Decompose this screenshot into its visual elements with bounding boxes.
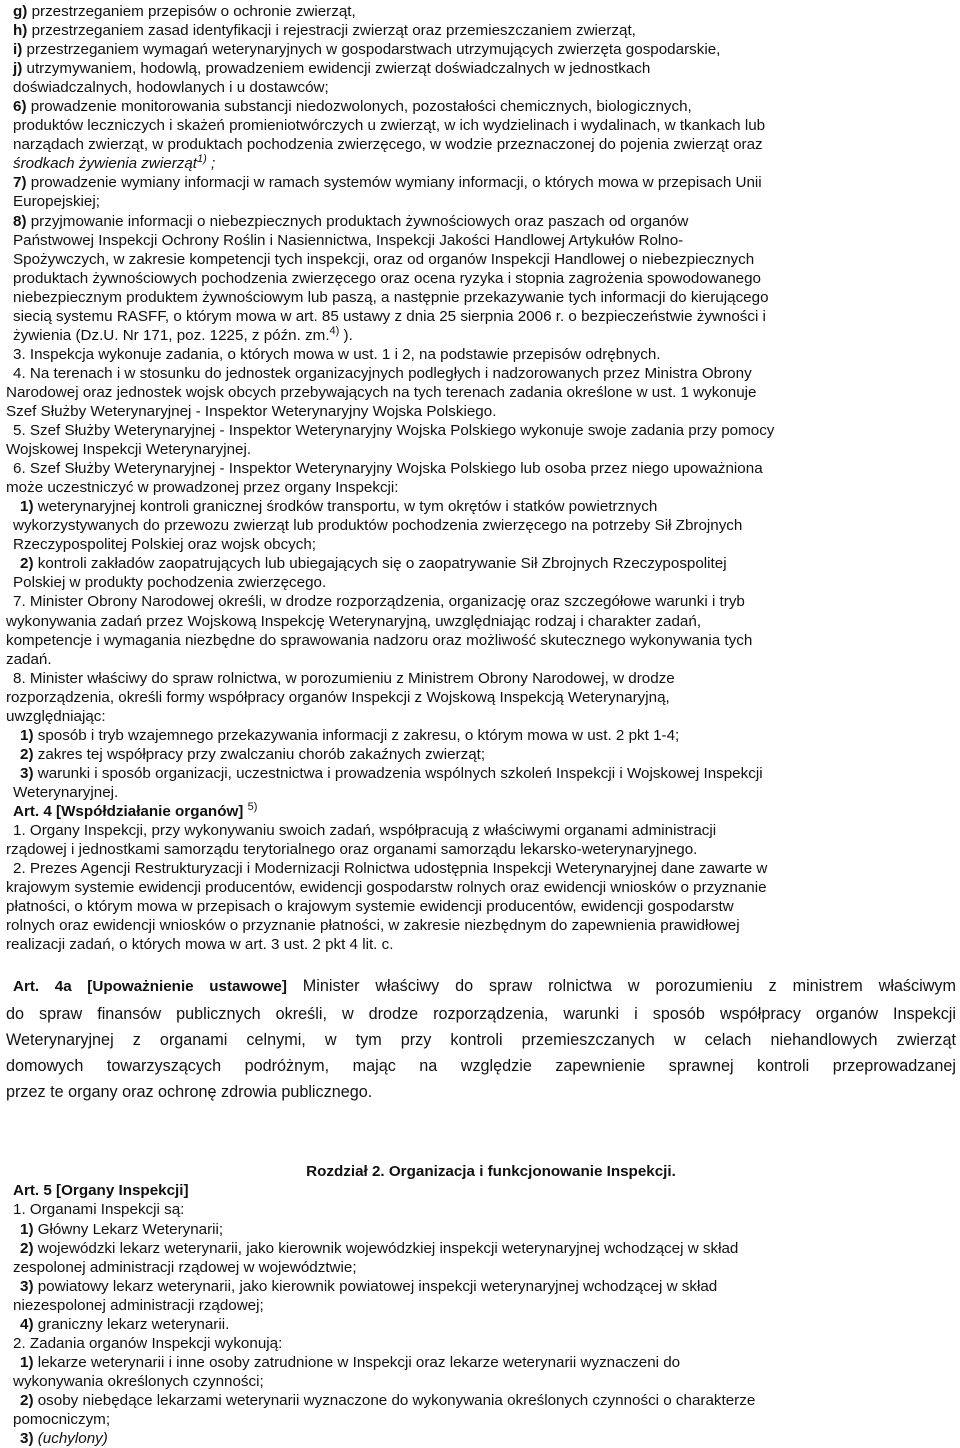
text-line bbox=[6, 326, 956, 345]
text-line bbox=[6, 440, 956, 459]
item-label: 7) bbox=[13, 174, 27, 192]
line-text: powiatowy lekarz weterynarii, jako kierownik powiatowej inspekcji weterynaryjnej wchodzącej w skład bbox=[33, 1277, 718, 1295]
line-text: przestrzeganiem zasad identyfikacji i rejestracji zwierząt oraz przemieszczaniem zwierząt, bbox=[27, 22, 636, 40]
text-line bbox=[6, 821, 956, 840]
line-text: prowadzenie wymiany informacji w ramach systemów wymiany informacji, o których mowa w przepisach Unii bbox=[26, 174, 762, 192]
footnote-marker: 1) bbox=[197, 154, 207, 166]
line-text: rozporządzenia, określi formy współpracy organów Inspekcji z Wojskową Inspekcją Weterynaryjną, bbox=[6, 688, 670, 706]
line-text: 6. Szef Służby Weterynaryjnej - Inspektor Weterynaryjny Wojska Polskiego lub osoba przez niego upoważniona bbox=[13, 460, 763, 478]
text-line bbox=[6, 135, 956, 154]
text-line bbox=[6, 1053, 956, 1079]
text-line bbox=[6, 1220, 956, 1239]
text-line bbox=[6, 402, 956, 421]
text-line bbox=[6, 154, 956, 173]
line-text: 1. Organy Inspekcji, przy wykonywaniu swoich zadań, współpracują z właściwymi organami administracji bbox=[13, 822, 717, 840]
spacer bbox=[6, 1105, 956, 1162]
text-line bbox=[6, 840, 956, 859]
line-text: niebezpiecznym produktem żywnościowym lub paszą, a następnie przekazywanie tych informacji do kierującego bbox=[13, 288, 769, 306]
text-line bbox=[6, 878, 956, 897]
text-line bbox=[6, 612, 956, 631]
line-text: realizacji zadań, o których mowa w art. 3 ust. 2 pkt 4 lit. c. bbox=[6, 936, 394, 954]
text-line bbox=[6, 1410, 956, 1429]
text-line bbox=[6, 192, 956, 211]
text-line bbox=[6, 707, 956, 726]
line-text: 2. Zadania organów Inspekcji wykonują: bbox=[13, 1334, 283, 1352]
item-label: 3) bbox=[20, 1430, 34, 1448]
text-line bbox=[6, 1391, 956, 1410]
line-text: doświadczalnych, hodowlanych i u dostawców; bbox=[13, 79, 329, 97]
line-text: produktach żywnościowych pochodzenia zwierzęcego oraz ocena ryzyka i stopnia zagrożenia spowodowanego bbox=[13, 269, 761, 287]
section-art3-continuation bbox=[6, 2, 956, 954]
line-text: 1. Organami Inspekcji są: bbox=[13, 1201, 185, 1219]
item-label: 1) bbox=[20, 1353, 34, 1371]
text-line bbox=[6, 1200, 956, 1219]
text-line bbox=[6, 1079, 956, 1105]
item-label: j) bbox=[13, 60, 23, 78]
text-line bbox=[6, 516, 956, 535]
text-line bbox=[6, 1181, 956, 1200]
text-line bbox=[6, 478, 956, 497]
line-text: uwzględniając: bbox=[6, 707, 106, 725]
line-text: Szef Służby Weterynaryjnej - Inspektor Weterynaryjny Wojska Polskiego. bbox=[6, 402, 497, 420]
line-text: rządowej i jednostkami samorządu terytorialnego oraz organami samorządu lekarsko-weterynaryjnego. bbox=[6, 841, 698, 859]
item-label: 3) bbox=[20, 1277, 34, 1295]
text-line bbox=[6, 764, 956, 783]
line-text: zespolonej administracji rządowej w województwie; bbox=[13, 1258, 357, 1276]
text-line bbox=[6, 688, 956, 707]
item-label: 8) bbox=[13, 212, 27, 230]
line-text: rolnych oraz ewidencji wniosków o przyznanie płatności, w zakresie niezbędnym do zapewnienia prawidłowej bbox=[6, 917, 740, 935]
item-label: Art. 5 [Organy Inspekcji] bbox=[13, 1182, 189, 1200]
text-line bbox=[6, 1258, 956, 1277]
line-text: środkach żywienia zwierząt bbox=[13, 155, 198, 173]
line-text: płatności, o którym mowa w przepisach o krajowym systemie ewidencji producentów, ewidencji gospodarstw bbox=[6, 898, 734, 916]
text-line bbox=[6, 383, 956, 402]
line-text: 5. Szef Służby Weterynaryjnej - Inspektor Weterynaryjny Wojska Polskiego wykonuje swoje zadania przy pomocy bbox=[13, 422, 775, 440]
text-line bbox=[6, 859, 956, 878]
line-text: Polskiej w produkty pochodzenia zwierzęcego. bbox=[13, 574, 327, 592]
line-text: Wojskowej Inspekcji Weterynaryjnej. bbox=[6, 441, 252, 459]
text-line bbox=[6, 1277, 956, 1296]
text-line bbox=[6, 535, 956, 554]
line-text: utrzymywaniem, hodowlą, prowadzeniem ewidencji zwierząt doświadczalnych w jednostkach bbox=[22, 60, 651, 78]
line-text: do spraw finansów publicznych określi, w drodze rozporządzenia, warunki i sposób współpracy organów Inspekcji bbox=[6, 1004, 956, 1023]
text-line bbox=[6, 745, 956, 764]
line-text: domowych towarzyszących podróżnym, mając na względzie zapewnienie sprawnej kontroli przeprowadzanej bbox=[6, 1056, 956, 1075]
text-line bbox=[6, 116, 956, 135]
line-text: Narodowej oraz jednostek wojsk obcych przebywających na tych terenach zadania określone w ust. 1 wykonuje bbox=[6, 383, 757, 401]
item-label: 2) bbox=[20, 555, 34, 573]
text-line bbox=[6, 650, 956, 669]
line-text: Europejskiej; bbox=[13, 193, 100, 211]
text-line bbox=[6, 459, 956, 478]
text-line bbox=[6, 21, 956, 40]
item-label: 6) bbox=[13, 98, 27, 116]
text-line bbox=[6, 669, 956, 688]
text-line bbox=[6, 1315, 956, 1334]
line-text: 4. Na terenach i w stosunku do jednostek organizacyjnych podległych i nadzorowanych przez Ministra Obrony bbox=[13, 364, 752, 382]
line-text: Weterynaryjnej. bbox=[13, 783, 119, 801]
item-label: Art. 4 [Współdziałanie organów] bbox=[13, 802, 244, 820]
line-text: zadań. bbox=[6, 650, 52, 668]
line-text: krajowym systemie ewidencji producentów, ewidencji gospodarstw rolnych oraz ewidencji wniosków o przyznanie bbox=[6, 879, 767, 897]
text-line bbox=[6, 288, 956, 307]
text-line bbox=[6, 726, 956, 745]
text-line bbox=[6, 916, 956, 935]
text-line bbox=[6, 40, 956, 59]
line-tail: ; bbox=[206, 155, 216, 173]
text-line bbox=[6, 250, 956, 269]
line-text: przez te organy oraz ochronę zdrowia publicznego. bbox=[6, 1083, 373, 1102]
text-line bbox=[6, 631, 956, 650]
section-art4a bbox=[6, 973, 956, 1105]
line-text: Minister właściwy do spraw rolnictwa w porozumieniu z ministrem właściwym bbox=[286, 977, 956, 996]
line-text: Państwowej Inspekcji Ochrony Roślin i Nasiennictwa, Inspekcji Jakości Handlowej Artykułów Rolno- bbox=[13, 231, 684, 249]
line-text: Weterynaryjnej z organami celnymi, w tym przy kontroli przemieszczanych w celach niehandlowych zwierząt bbox=[6, 1030, 956, 1049]
text-line bbox=[6, 78, 956, 97]
item-label: 2) bbox=[20, 745, 34, 763]
section-art5 bbox=[6, 1181, 956, 1448]
text-line bbox=[6, 573, 956, 592]
text-line bbox=[6, 345, 956, 364]
line-text: kompetencje i wymagania niezbędne do sprawowania nadzoru oraz możliwość skutecznego wykonywania tych bbox=[6, 631, 753, 649]
line-text: zakres tej współpracy przy zwalczaniu chorób zakaźnych zwierząt; bbox=[33, 745, 486, 763]
line-text: narządach zwierząt, w produktach pochodzenia zwierzęcego, w wodzie przeznaczonej do pojenia zwierząt oraz bbox=[13, 136, 763, 154]
chapter-title: Rozdział 2. Organizacja i funkcjonowanie Inspekcji. bbox=[306, 1163, 676, 1181]
line-text: kontroli zakładów zaopatrujących lub ubiegających się o zaopatrywanie Sił Zbrojnych Rzeczypospolitej bbox=[33, 555, 727, 573]
text-line bbox=[6, 592, 956, 611]
line-text: może uczestniczyć w prowadzonej przez organy Inspekcji: bbox=[6, 479, 399, 497]
line-text: pomocniczym; bbox=[13, 1410, 111, 1428]
text-line bbox=[6, 1239, 956, 1258]
item-label: 2) bbox=[20, 1391, 34, 1409]
line-text: siecią systemu RASFF, o którym mowa w art. 85 ustawy z dnia 25 sierpnia 2006 r. o bezpieczeństwie żywności i bbox=[13, 307, 766, 325]
line-text: żywienia (Dz.U. Nr 171, poz. 1225, z późn. zm. bbox=[13, 326, 330, 344]
line-text: warunki i sposób organizacji, uczestnictwa i prowadzenia wspólnych szkoleń Inspekcji i Wojskowej Inspekcji bbox=[33, 764, 763, 782]
item-label: 4) bbox=[20, 1315, 34, 1333]
line-text: 7. Minister Obrony Narodowej określi, w drodze rozporządzenia, organizację oraz szczegółowe warunki i tryb bbox=[13, 593, 745, 611]
text-line bbox=[6, 1372, 956, 1391]
text-line bbox=[6, 897, 956, 916]
item-label: 1) bbox=[20, 1220, 34, 1238]
text-line bbox=[6, 802, 956, 821]
line-text: 2. Prezes Agencji Restrukturyzacji i Modernizacji Rolnictwa udostępnia Inspekcji Weterynaryjnej dane zawarte w bbox=[13, 860, 768, 878]
footnote-marker: 5) bbox=[247, 801, 258, 813]
text-line bbox=[6, 212, 956, 231]
item-label: 3) bbox=[20, 764, 34, 782]
line-text: przyjmowanie informacji o niebezpiecznych produktach żywnościowych oraz paszach od organów bbox=[26, 212, 689, 230]
line-text: weterynaryjnej kontroli granicznej środków transportu, w tym okrętów i statków powietrznych bbox=[33, 498, 658, 516]
line-text: (uchylony) bbox=[33, 1430, 108, 1448]
line-text: sposób i tryb wzajemnego przekazywania informacji z zakresu, o którym mowa w ust. 2 pkt 1-4; bbox=[33, 726, 680, 744]
text-line bbox=[6, 554, 956, 573]
text-line bbox=[6, 1429, 956, 1448]
text-line bbox=[6, 1001, 956, 1027]
text-line bbox=[6, 1334, 956, 1353]
text-line bbox=[6, 2, 956, 21]
item-label: i) bbox=[13, 41, 23, 59]
text-line bbox=[6, 97, 956, 116]
text-line bbox=[6, 269, 956, 288]
item-label: h) bbox=[13, 22, 28, 40]
text-line bbox=[6, 935, 956, 954]
line-text: Rzeczypospolitej Polskiej oraz wojsk obcych; bbox=[13, 536, 317, 554]
item-label: g) bbox=[13, 3, 28, 20]
line-text: Spożywczych, w zakresie kompetencji tych inspekcji, oraz od organów Inspekcji Handlowej o niebezpiecznych bbox=[13, 250, 755, 268]
text-line bbox=[6, 173, 956, 192]
line-text: produktów leczniczych i skażeń promieniotwórczych u zwierząt, w ich wydzielinach i wydalinach, w tkankach lub bbox=[13, 117, 766, 135]
spacer bbox=[6, 954, 956, 973]
footnote-marker: 4) bbox=[329, 325, 340, 337]
line-text: prowadzenie monitorowania substancji niedozwolonych, pozostałości chemicznych, biologicznych, bbox=[26, 98, 692, 116]
line-text: przestrzeganiem wymagań weterynaryjnych w gospodarstwach utrzymujących zwierzęta gospodarskie, bbox=[22, 41, 721, 59]
line-text: wojewódzki lekarz weterynarii, jako kierownik wojewódzkiej inspekcji weterynaryjnej wchodzącej w skład bbox=[33, 1239, 739, 1257]
text-line bbox=[6, 1027, 956, 1053]
line-text: wykonywania określonych czynności; bbox=[13, 1372, 264, 1390]
item-label: 2) bbox=[20, 1239, 34, 1257]
item-label: 1) bbox=[20, 726, 34, 744]
text-line bbox=[6, 307, 956, 326]
text-line bbox=[6, 783, 956, 802]
text-line bbox=[6, 59, 956, 78]
text-line bbox=[6, 497, 956, 516]
item-label: 1) bbox=[20, 498, 34, 516]
line-text: graniczny lekarz weterynarii. bbox=[33, 1315, 230, 1333]
text-line bbox=[6, 973, 956, 1000]
line-text: przestrzeganiem przepisów o ochronie zwierząt, bbox=[27, 3, 356, 20]
line-text: niezespolonej administracji rządowej; bbox=[13, 1296, 264, 1314]
text-line bbox=[6, 364, 956, 383]
line-text: osoby niebędące lekarzami weterynarii wyznaczone do wykonywania określonych czynności o charakterze bbox=[33, 1391, 756, 1409]
line-text: 3. Inspekcja wykonuje zadania, o których mowa w ust. 1 i 2, na podstawie przepisów odrębnych. bbox=[13, 345, 661, 363]
text-line bbox=[6, 1353, 956, 1372]
text-line bbox=[6, 1296, 956, 1315]
line-text: wykonywania zadań przez Wojskową Inspekcję Weterynaryjną, uwzględniając rodzaj i charakter zadań, bbox=[6, 612, 702, 630]
text-line bbox=[6, 231, 956, 250]
line-text: Główny Lekarz Weterynarii; bbox=[33, 1220, 224, 1238]
line-tail: ). bbox=[339, 326, 353, 344]
line-text: wykorzystywanych do przewozu zwierząt lub produktów pochodzenia zwierzęcego na potrzeby Sił Zbrojnych bbox=[13, 517, 743, 535]
line-text: 8. Minister właściwy do spraw rolnictwa, w porozumieniu z Ministrem Obrony Narodowej, w drodze bbox=[13, 669, 675, 687]
line-text: lekarze weterynarii i inne osoby zatrudnione w Inspekcji oraz lekarze weterynarii wyznaczeni do bbox=[33, 1353, 681, 1371]
article-label: Art. 4a [Upoważnienie ustawowe] bbox=[13, 978, 287, 996]
text-line bbox=[6, 421, 956, 440]
document-page bbox=[6, 2, 956, 1448]
